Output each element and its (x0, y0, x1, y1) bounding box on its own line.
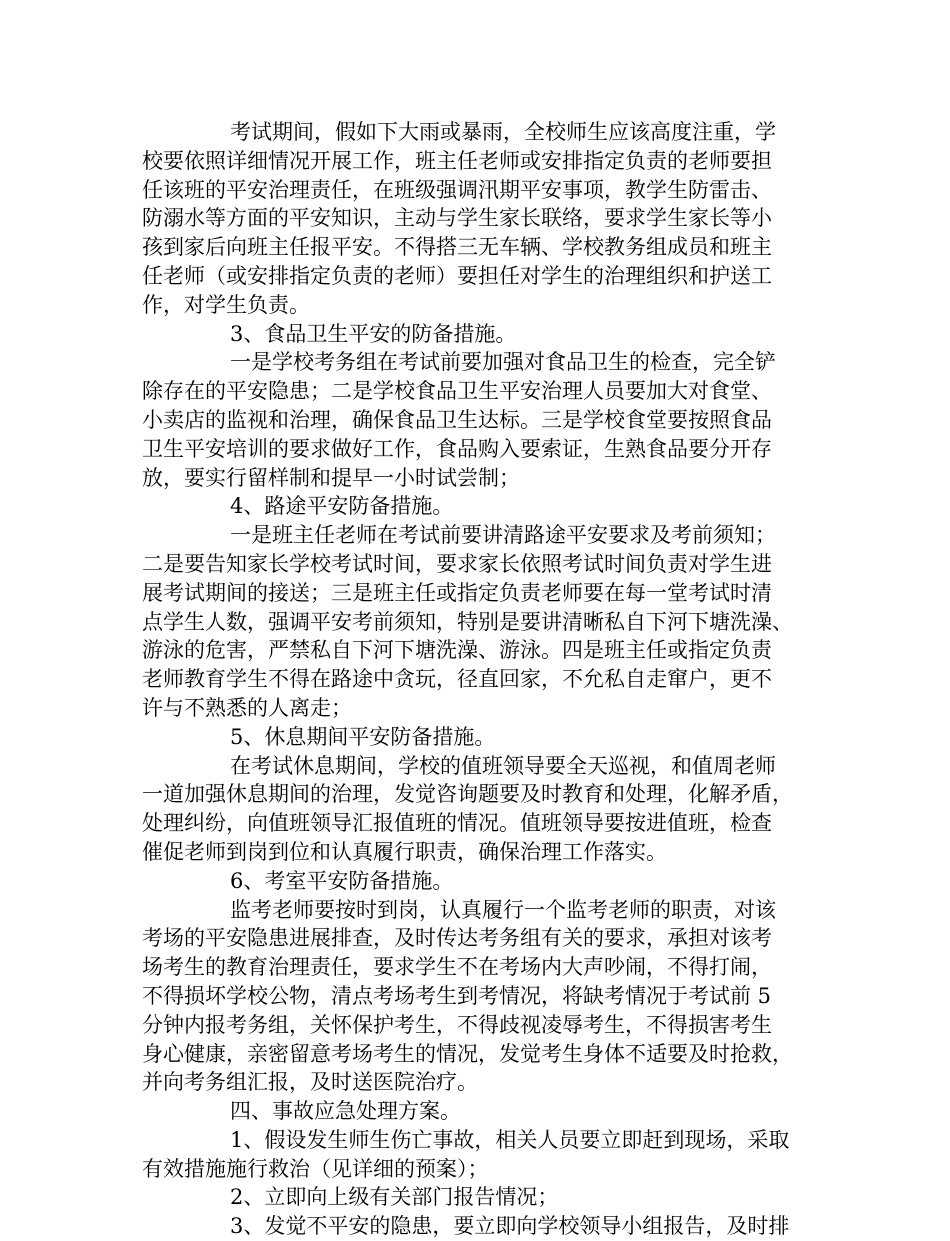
text-line: 除存在的平安隐患；二是学校食品卫生平安治理人员要加大对食堂、 (142, 379, 772, 404)
text-line: 3、食品卫生平安的防备措施。 (230, 321, 517, 346)
text-line: 分钟内报考务组，关怀保护考生，不得歧视凌辱考生，不得损害考生 (142, 1012, 772, 1037)
text-line: 6、考室平安防备措施。 (230, 868, 454, 893)
text-line: 有效措施施行救治（见详细的预案）； (142, 1156, 489, 1181)
text-line: 5、休息期间平安防备措施。 (230, 724, 496, 749)
text-line: 3、发觉不平安的隐患，要立即向学校领导小组报告，及时排 (230, 1214, 790, 1239)
document-body (142, 118, 832, 1241)
text-line: 任该班的平安治理责任，在班级强调汛期平安事项，教学生防雷击、 (142, 177, 772, 202)
text-line: 展考试期间的接送；三是班主任或指定负责老师要在每一堂考试时清 (142, 580, 772, 605)
text-line: 监考老师要按时到岗，认真履行一个监考老师的职责，对该 (230, 897, 776, 922)
text-line: 并向考务组汇报，及时送医院治疗。 (142, 1070, 478, 1095)
text-line: 放，要实行留样制和提早一小时试尝制； (142, 465, 520, 490)
text-line: 一道加强休息期间的治理，发觉咨询题要及时教育和处理，化解矛盾， (142, 782, 793, 807)
text-line: 游泳的危害，严禁私自下河下塘洗澡、游泳。四是班主任或指定负责 (142, 638, 772, 663)
text-line: 一是班主任老师在考试前要讲清路途平安要求及考前须知； (230, 523, 776, 548)
text-line: 催促老师到岗到位和认真履行职责，确保治理工作落实。 (142, 839, 667, 864)
text-line: 作，对学生负责。 (142, 292, 310, 317)
text-line: 一是学校考务组在考试前要加强对食品卫生的检查，完全铲 (230, 350, 776, 375)
text-line: 2、立即向上级有关部门报告情况； (230, 1185, 559, 1210)
text-line: 考试期间，假如下大雨或暴雨，全校师生应该高度注重，学 (230, 120, 776, 144)
text-line: 身心健康，亲密留意考场考生的情况，发觉考生身体不适要及时抢救， (142, 1041, 793, 1066)
text-line: 4、路途平安防备措施。 (230, 494, 454, 519)
text-line: 许与不熟悉的人离走； (142, 695, 352, 720)
text-line: 点学生人数，强调平安考前须知，特别是要讲清晰私自下河下塘洗澡、 (142, 609, 793, 634)
text-line: 考场的平安隐患进展排查，及时传达考务组有关的要求，承担对该考 (142, 926, 772, 951)
text-line: 小卖店的监视和治理，确保食品卫生达标。三是学校食堂要按照食品 (142, 407, 772, 432)
text-line: 孩到家后向班主任报平安。不得搭三无车辆、学校教务组成员和班主 (142, 235, 772, 260)
text-line: 1、假设发生师生伤亡事故，相关人员要立即赶到现场，采取 (230, 1127, 790, 1152)
text-line: 二是要告知家长学校考试时间，要求家长依照考试时间负责对学生进 (142, 551, 772, 576)
text-line: 在考试休息期间，学校的值班领导要全天巡视，和值周老师 (230, 753, 776, 778)
text-line: 卫生平安培训的要求做好工作，食品购入要索证，生熟食品要分开存 (142, 436, 772, 461)
text-line: 防溺水等方面的平安知识，主动与学生家长联络，要求学生家长等小 (142, 206, 772, 231)
text-line: 不得损坏学校公物，清点考场考生到考情况，将缺考情况于考试前 5 (142, 983, 772, 1008)
text-line: 老师教育学生不得在路途中贪玩，径直回家，不允私自走窜户，更不 (142, 667, 772, 692)
text-line: 任老师（或安排指定负责的老师）要担任对学生的治理组织和护送工 (142, 263, 772, 288)
text-line: 场考生的教育治理责任，要求学生不在考场内大声吵闹，不得打闹， (142, 955, 772, 980)
text-line: 处理纠纷，向值班领导汇报值班的情况。值班领导要按进值班，检查 (142, 811, 772, 836)
text-line: 校要依照详细情况开展工作，班主任老师或安排指定负责的老师要担 (142, 148, 772, 173)
text-line: 四、事故应急处理方案。 (230, 1099, 461, 1124)
